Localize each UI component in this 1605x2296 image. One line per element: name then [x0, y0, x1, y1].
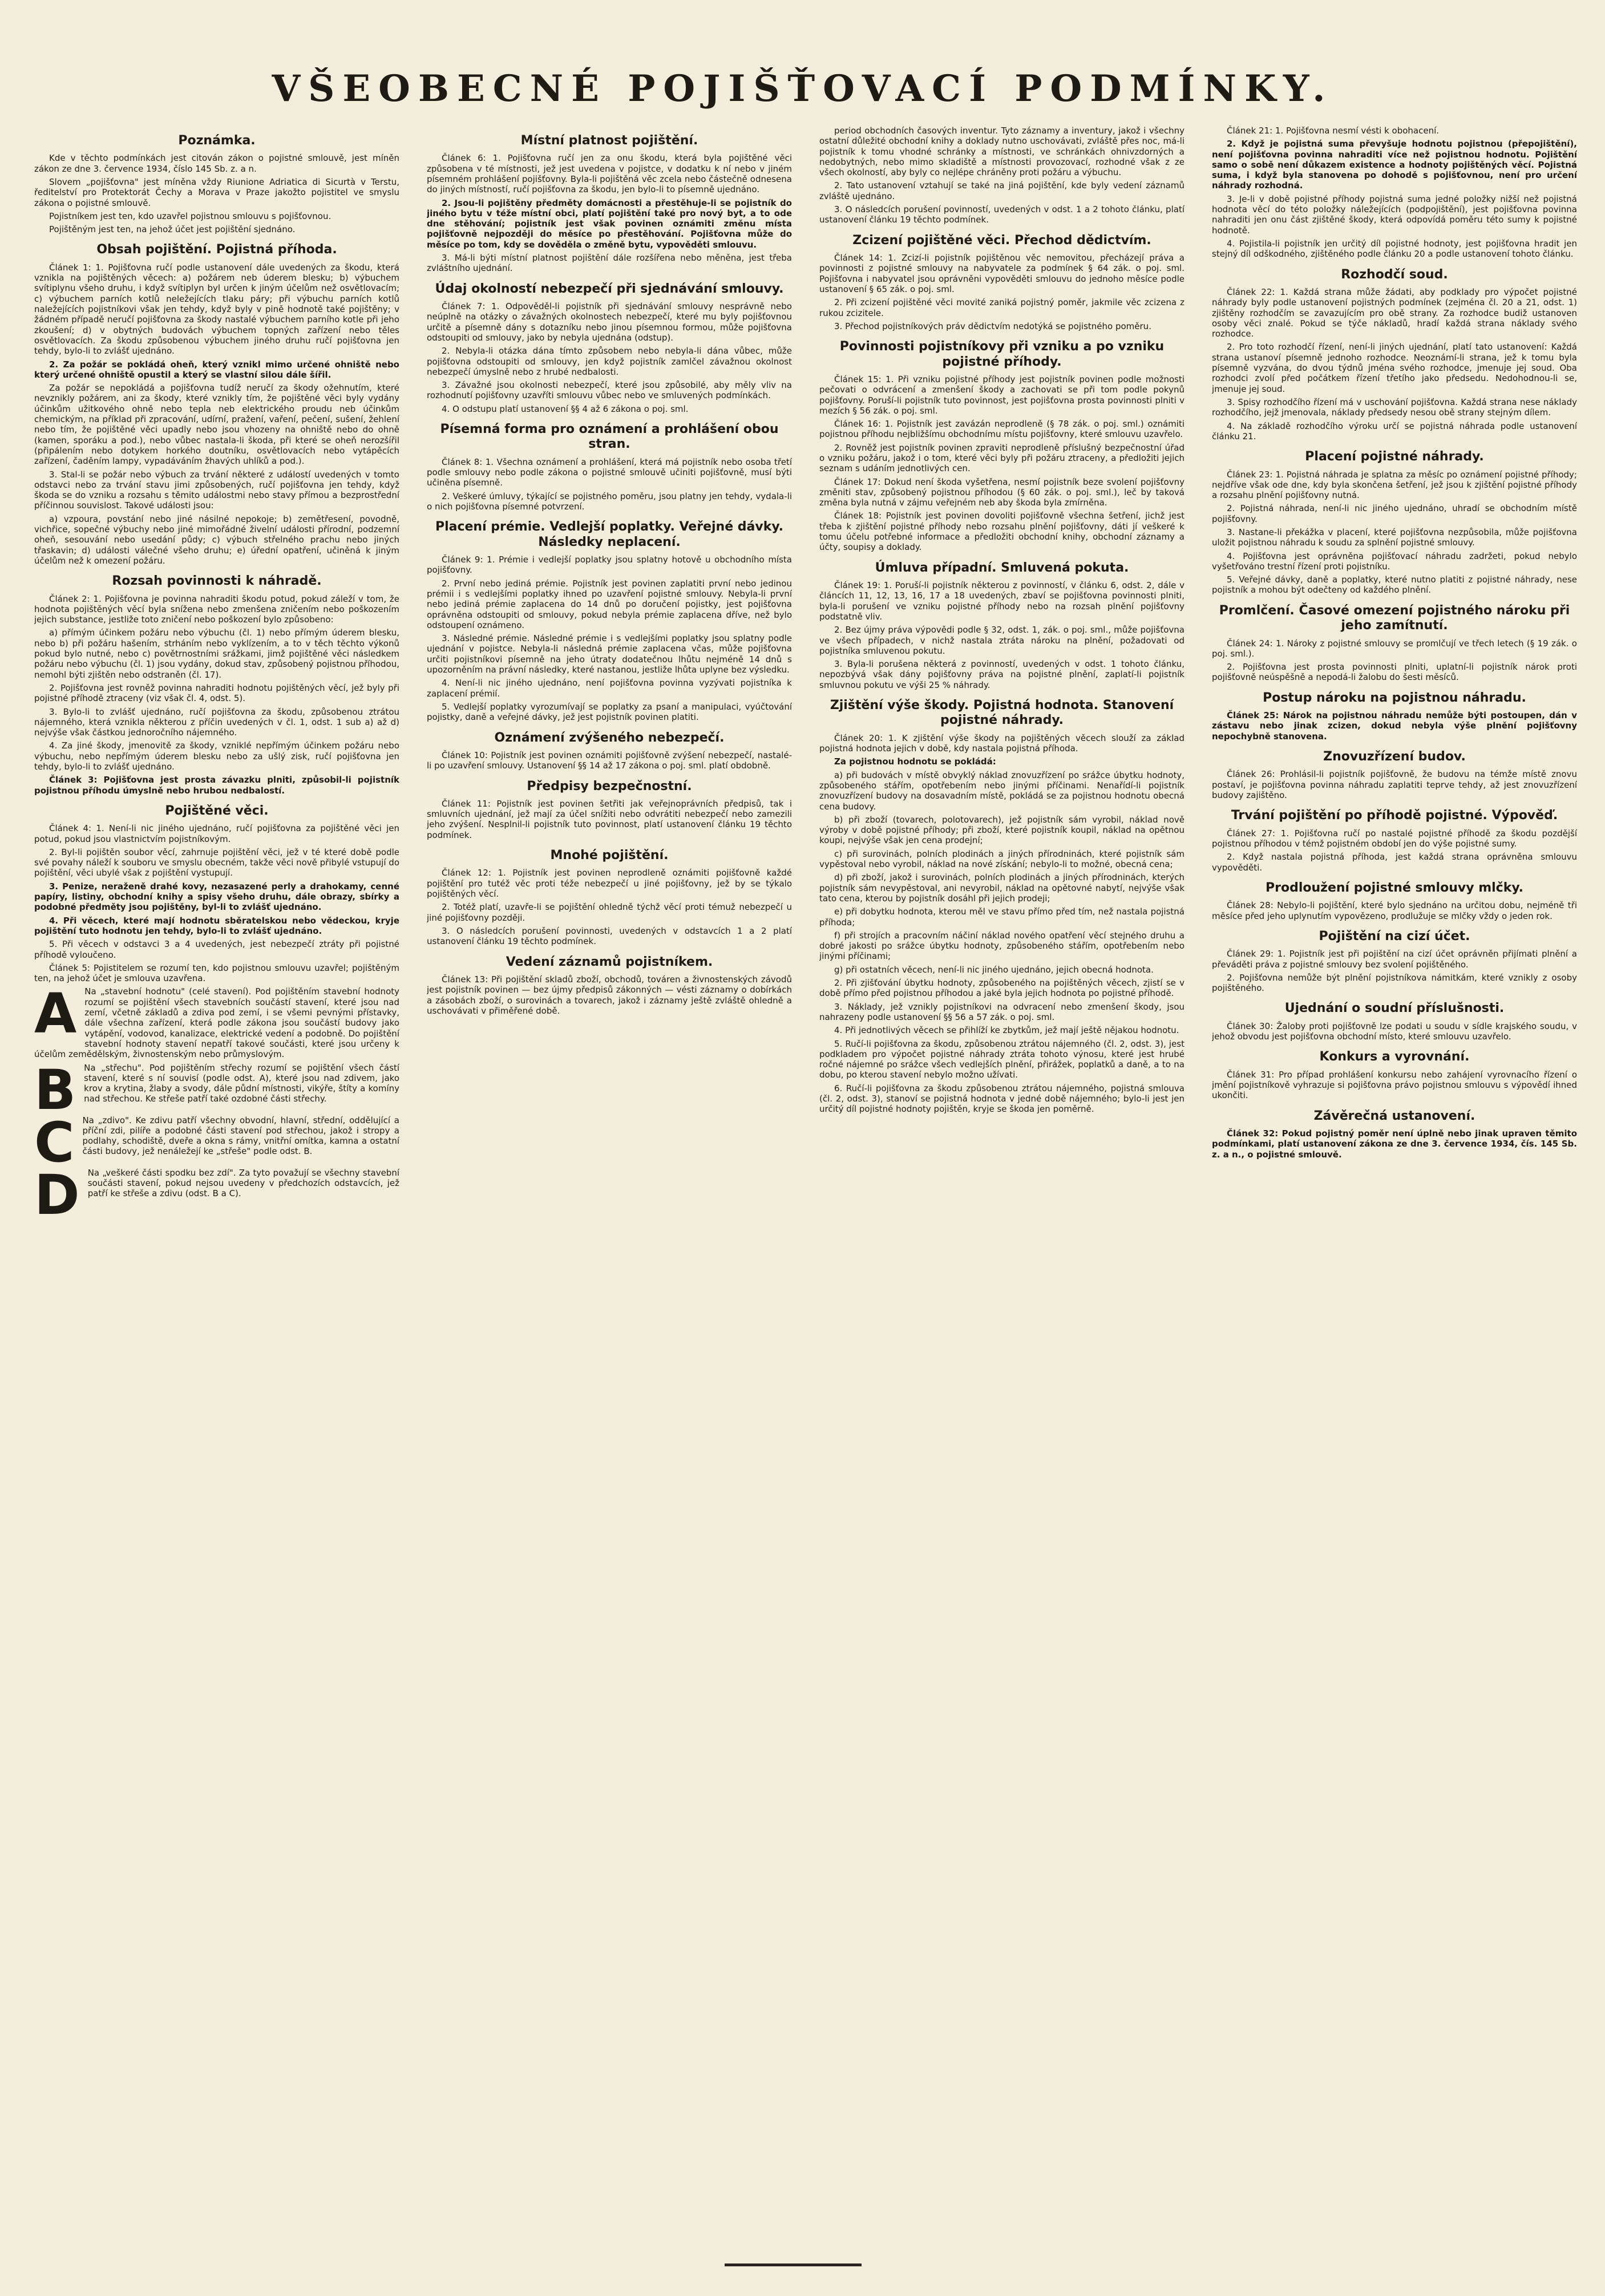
paragraph: 2. Když nastala pojistná příhoda, jest každá strana oprávněna smlouvu vypověděti. [1212, 852, 1577, 873]
paragraph: Pojistníkem jest ten, kdo uzavřel pojistnou smlouvu s pojišťovnou. [49, 210, 331, 221]
section-heading: Úmluva případní. Smluvená pokuta. [875, 560, 1129, 575]
paragraph: Článek 8: 1. Všechna oznámení a prohlášení, která má pojistník nebo osoba třetí podle smlouvy nebo podle zákona o pojistné smlouvě učiniti pojišťovně, musí býti učiněna písemně. [427, 456, 792, 488]
paragraph: 2. Při zcizení pojištěné věci movité zaniká pojistný poměr, jakmile věc zcizena z rukou zcizitele. [819, 297, 1184, 318]
section-heading: Poznámka. [178, 133, 256, 148]
paragraph: Článek 9: 1. Prémie i vedlejší poplatky jsou splatny hotově u obchodního místa pojišťovny. [427, 554, 792, 576]
paragraph: 2. Když je pojistná suma převyšuje hodnotu pojistnou (přepojištění), není pojišťovna povinna nahraditi více než pojistnou hodnotu. Pojištění samo o sobě není důkazem existence a hodnoty pojištěných věcí. Pojistná suma, i když byla stanovena po dohodě s pojišťovnou, není pro určení náhrady rozhodná. [1212, 139, 1577, 191]
section-heading: Prodloužení pojistné smlouvy mlčky. [1265, 880, 1524, 895]
paragraph: Článek 11: Pojistník jest povinen šetřiti jak veřejnoprávních předpisů, tak i smluvních ujednání, jež mají za účel snížiti nebo odvrátiti nebezpečí nebo zamezili jeho zvýšení. Nesplnil-li pojistník tuto povinnost, platí ustanovení článku 19 těchto podmínek. [427, 798, 792, 840]
paragraph: Článek 15: 1. Při vzniku pojistné příhody jest pojistník povinen podle možnosti pečovati o odvrácení a zmenšení škody a zachovati se při tom podle pokynů pojišťovny. Poruší-li pojistník tuto povinnost, jest pojišťovna prosta povinnosti plniti v mezích § 56 zák. o poj. sml. [819, 374, 1184, 416]
paragraph: 3. Přechod pojistníkových práv dědictvím nedotýká se pojistného poměru. [834, 321, 1151, 331]
paragraph: Na „veškeré části spodku bez zdí". Za tyto považují se všechny stavební součásti stavení, pokud nejsou uvedeny v předchozích odstavcích, jež patří ke střeše a zdivu (odst. B a C). [87, 1167, 399, 1199]
paragraph: Článek 28: Nebylo-li pojištění, které bylo sjednáno na určitou dobu, nejméně tři měsíce před jeho uplynutím vypovězeno, prodlužuje se mlčky vždy o jeden rok. [1212, 900, 1577, 921]
paragraph: 2. Veškeré úmluvy, týkající se pojistného poměru, jsou platny jen tehdy, vydala-li o nich pojišťovna písemné potvrzení. [427, 491, 792, 512]
paragraph: 4. Pojistila-li pojistník jen určitý díl pojistné hodnoty, jest pojišťovna hradit jen stejný díl odškodného, zjištěného podle článku 20 a podle ustanovení tohoto článku. [1212, 238, 1577, 260]
paragraph: Článek 7: 1. Odpověděl-li pojistník při sjednávání smlouvy nesprávně nebo neúplně na otázky o závažných okolnostech nebezpečí, které mu byly pojišťovnou určitě a písemně dány s dotazníku nebo jinou písemnou formou, může pojišťovna odstoupiti od smlouvy, jako by nebyla ujednána (odstup). [427, 301, 792, 343]
paragraph: Článek 14: 1. Zcizí-li pojistník pojištěnou věc nemovitou, přecházejí práva a povinnosti z pojistné smlouvy na nabyvatele za podmínek § 64 zák. o poj. sml. Pojišťovna i nabyvatel jsou oprávněni vypověděti smlouvu do jednoho měsíce podle ustanovení § 65 zák. o poj. sml. [819, 253, 1184, 294]
end-rule [725, 2263, 862, 2266]
paragraph: Článek 25: Nárok na pojistnou náhradu nemůže býti postoupen, dán v zástavu nebo jinak zcizen, dokud nebyla výše plnění pojišťovny nepochybně stanovena. [1212, 710, 1577, 742]
page-title: VŠEOBECNÉ POJIŠŤOVACÍ PODMÍNKY. [272, 67, 1333, 110]
section-heading: Vedení záznamů pojistníkem. [506, 954, 713, 969]
paragraph: 3. Spisy rozhodčího řízení má v uschování pojišťovna. Každá strana nese náklady rozhodčího, jejž jmenovala, náklady předsedy nesou obě strany stejným dílem. [1212, 396, 1577, 418]
section-b [34, 1058, 399, 1122]
paragraph: Článek 4: 1. Není-li nic jiného ujednáno, ručí pojišťovna za pojištěné věci jen potud, pokud jsou vlastnictvím pojistníkovým. [34, 823, 399, 844]
paragraph: 2. Za požár se pokládá oheň, který vznikl mimo určené ohniště nebo který určené ohniště opustil a který se vlastní silou dále šířil. [34, 359, 399, 380]
paragraph: Článek 32: Pokud pojistný poměr není úplně nebo jinak upraven těmito podmínkami, platí ustanovení zákona ze dne 3. července 1934, čís. 145 Sb. z. a n., o pojistné smlouvě. [1212, 1128, 1577, 1160]
paragraph: Článek 20: 1. K zjištění výše škody na pojištěných věcech slouží za základ pojistná hodnota jejich v době, kdy nastala pojistná příhoda. [819, 732, 1184, 754]
section-heading: Pojištěné věci. [165, 803, 269, 818]
paragraph: 3. O následcích porušení povinností, uvedených v odst. 1 a 2 tohoto článku, platí ustanovení článku 19 těchto podmínek. [819, 204, 1184, 225]
paragraph: 2. Rovněž jest pojistník povinen zpraviti neprodleně příslušný bezpečnostní úřad o vzniku požáru, jakož i o tom, které věci byly při požáru ztraceny, a předložiti jejich seznam s udáním jednotlivých cen. [819, 442, 1184, 474]
section-heading: Předpisy bezpečnostní. [527, 779, 692, 793]
paragraph: 2. Byl-li pojištěn soubor věcí, zahrnuje pojištění věci, jež v té které době podle své povahy náleží k souboru ve smyslu obecném, takže věci nově přibylé vstupují do pojištění, věci ubylé však z pojištění vystupují. [34, 847, 399, 878]
section-heading: Oznámení zvýšeného nebezpečí. [494, 730, 725, 745]
paragraph: Pojištěným jest ten, na jehož účet jest pojištění sjednáno. [49, 224, 296, 235]
paragraph: Článek 6: 1. Pojišťovna ručí jen za onu škodu, která byla pojištěné věci způsobena v té místnosti, jež jest uvedena v pojistce, v dodatku k ní nebo v jiném písemném prohlášení pojišťovny. Byla-li pojištěná věc zcela nebo částečně odnesena do jiných místností, ručí pojišťovna za škodu, jen bylo-li to písemně ujednáno. [427, 153, 792, 195]
paragraph: Na „střechu". Pod pojištěním střechy rozumí se pojištění všech částí stavení, které s ní souvisí (podle odst. A), které jsou nad zdivem, jako krov a krytina, žlaby a svody, dále půdní místnosti, vikýře, štíty a komíny nad střechou. Ke střeše patří také ozdobné části střechy. [84, 1062, 399, 1104]
section-heading: Ujednání o soudní příslušnosti. [1284, 1001, 1505, 1016]
drop-letter-b: B [34, 1058, 76, 1122]
section-heading: Placení prémie. Vedlejší poplatky. Veřejné dávky. Následky neplacení. [435, 520, 784, 549]
section-heading: Pojištění na cizí účet. [1319, 929, 1470, 943]
section-heading: Mnohé pojištění. [550, 848, 669, 863]
section-heading: Znovuzřízení budov. [1323, 750, 1466, 764]
paragraph: Článek 3: Pojišťovna jest prosta závazku plniti, způsobil-li pojistník pojistnou příhodu úmyslně nebo hrubou nedbalostí. [34, 775, 399, 796]
paragraph: period obchodních časových inventur. Tyto záznamy a inventury, jakož i všechny ostatní důležité obchodní knihy a doklady nutno uschovávati, zvláště přes noc, má-li pojistník k tomu vhodné schránky a místnosti, ve schránkách ohnivzdorných a nedobytných, nebo mimo skladiště a místnosti provozovací, rozhodné však z ze všech okolností, aby byly co nejlépe chráněny proti požáru a výbuchu. [819, 125, 1184, 178]
paragraph: 2. Jsou-li pojištěny předměty domácnosti a přestěhuje-li se pojistník do jiného bytu v téže místní obci, platí pojištění také pro nový byt, a to ode dne stěhování; pojistník jest však povinen oznámiti změnu místa pojišťovně nejpozději do měsíce po přestěhování. Pojišťovna může do měsíce po tom, kdy se dověděla o změně bytu, vypověděti smlouvu. [427, 197, 792, 250]
paragraph: Článek 13: Při pojištění skladů zboží, obchodů, továren a živnostenských závodů jest pojistník povinen — bez újmy předpisů zákonných — vésti záznamy o dobírkách a zásobách zboží, o surovinách a tovarech, jakož i záznamy ještě zvláště ohledně a uschovávati v přiměřené době. [427, 974, 792, 1016]
paragraph: 2. Bez újmy práva výpovědi podle § 32, odst. 1, zák. o poj. sml., může pojišťovna ve všech případech, v nichž nastala ztráta nároku na plnění, požadovati od pojistníka smluvenou pokutu. [819, 625, 1184, 656]
paragraph: Na „zdivo". Ke zdivu patří všechny obvodní, hlavní, střední, oddělující a příční zdi, pilíře a podobné části stavení pod střechou, jakož i stropy a podlahy, schodiště, dveře a okna s rámy, vnitřní omítka, kamna a ostatní části budovy, jež nenáležejí ke „střeše" podle odst. B. [82, 1115, 399, 1157]
paragraph: 5. Vedlejší poplatky vyrozumívají se poplatky za psaní a manipulaci, vyúčtování pojistky, daně a veřejné dávky, jež jest pojistník povinen platiti. [427, 701, 792, 723]
paragraph: 3. Má-li býti místní platnost pojištění dále rozšířena nebo měněna, jest třeba zvláštního ujednání. [427, 253, 792, 274]
paragraph: 3. Náklady, jež vznikly pojistníkovi na odvracení nebo zmenšení škody, jsou nahrazeny podle ustanovení §§ 56 a 57 zák. o poj. sml. [819, 1001, 1184, 1022]
paragraph: Článek 17: Dokud není škoda vyšetřena, nesmí pojistník beze svolení pojišťovny změniti stav, způsobený pojistnou příhodou (§ 60 zák. o poj. sml.), leč by taková změna byla nutná v zájmu veřejném neb aby škoda byla zmírněna. [819, 476, 1184, 508]
paragraph: 3. Závažné jsou okolnosti nebezpečí, které jsou způsobilé, aby měly vliv na rozhodnutí pojišťovny uzavříti smlouvu vůbec nebo ve smluvených podmínkách. [427, 380, 792, 401]
paragraph: e) při dobytku hodnota, kterou měl ve stavu přímo před tím, než nastala pojistná příhoda; [819, 906, 1184, 928]
paragraph: 3. Byla-li porušena některá z povinností, uvedených v odst. 1 tohoto článku, nepozbývá však dány pojišťovny práva na pojistné plnění, zaplatí-li pojistník smluvnou pokutu ve výši 25 % náhrady. [819, 659, 1184, 690]
paragraph: Článek 23: 1. Pojistná náhrada je splatna za měsíc po oznámení pojistné příhody; nejdříve však ode dne, kdy byla skončena šetření, jež jsou k zjištění pojistné příhody a rozsahu plnění pojišťovny nutná. [1212, 469, 1577, 501]
paragraph: Slovem „pojišťovna" jest míněna vždy Riunione Adriatica di Sicurtà v Terstu, ředitelství pro Protektorát Čechy a Morava v Praze jakožto pojistitel ve smyslu zákona o pojistné smlouvě. [34, 176, 399, 208]
paragraph: d) při zboží, jakož i surovinách, polních plodinách a jiných přírodninách, kterých pojistník sám nevypěstoval, ani nevyrobil, náklad na opětovné nabytí, nejvýše však tato cena, kterou by pojistník dosáhl při jejich prodeji; [819, 872, 1184, 904]
paragraph: 3. Stal-li se požár nebo výbuch za trvání některé z událostí uvedených v tomto odstavci nebo za trvání stavu jimi způsobených, ručí pojišťovna jen tehdy, když škoda se do vzniku a rozsahu s těmito událostmi nebo stavy přímou a bezprostřední příčinnou souvislost. Takové události jsou: [34, 469, 399, 511]
paragraph: Článek 5: Pojistitelem se rozumí ten, kdo pojistnou smlouvu uzavřel; pojištěným ten, na jehož účet je smlouva uzavřena. [34, 962, 399, 984]
paragraph: 5. Ručí-li pojišťovna za škodu, způsobenou ztrátou nájemného (čl. 2, odst. 3), jest podkladem pro výpočet pojistné náhrady ztráta tohoto výnosu, které jest hrubé ročné nájemné po srážce všech vedlejších plnění, přirážek, poplatků a daně, a to na dobu, po kterou stavení nebylo možno užívati. [819, 1038, 1184, 1080]
section-heading: Obsah pojištění. Pojistná příhoda. [96, 242, 337, 257]
paragraph: 3. Následné prémie. Následné prémie i s vedlejšími poplatky jsou splatny podle ujednání v pojistce. Nebyla-li následná prémie zaplacena včas, může pojišťovna určiti pojistníkovi písemně na jeho útraty dodatečnou lhůtu nejméně 14 dnů s upozorněním na právní následky, které nastanou, jestliže lhůta uplyne bez výsledku. [427, 633, 792, 675]
section-heading: Závěrečná ustanovení. [1313, 1108, 1475, 1123]
drop-letter-a: A [34, 982, 77, 1046]
paragraph: Článek 21: 1. Pojišťovna nesmí vésti k obohacení. [1227, 125, 1440, 136]
paragraph: Článek 22: 1. Každá strana může žádati, aby podklady pro výpočet pojistné náhrady byly podle ustanovení pojistných podmínek (zejména čl. 20 a 21, odst. 1) zjištěny rozhodčím se zavazujícím pro obě strany. Za rozhodce budiž ustanoven osoby věci znalé. Pokud se týče nákladů, hradí každá strana náklady svého rozhodce. [1212, 286, 1577, 339]
section-heading: Promlčení. Časové omezení pojistného nároku při jeho zamítnutí. [1219, 603, 1570, 633]
paragraph: 5. Při věcech v odstavci 3 a 4 uvedených, jest nebezpečí ztráty při pojistné příhodě vyloučeno. [34, 939, 399, 960]
paragraph: a) vzpoura, povstání nebo jiné násilné nepokoje; b) zemětřesení, povodně, vichřice, sopečné výbuchy nebo jiné mimořádné živelní události přírodní, podzemní oheň, sesouvání nebo usedání půdy; c) výbuch střelného prachu nebo jiných třaskavin; d) události válečné všeho druhu; e) úřední opatření, učiněná k jiným účelům než k omezení požáru. [34, 513, 399, 566]
section-heading: Zcizení pojištěné věci. Přechod dědictvím. [852, 233, 1151, 248]
section-heading: Postup nároku na pojistnou náhradu. [1263, 690, 1526, 705]
paragraph: 2. Tato ustanovení vztahují se také na jiná pojištění, kde byly vedení záznamů zvláště ujednáno. [819, 180, 1184, 201]
section-heading: Povinnosti pojistníkovy při vzniku a po vzniku pojistné příhody. [839, 339, 1165, 369]
paragraph: Za požár se nepokládá a pojišťovna tudíž neručí za škody ožehnutím, které nevznikly požárem, ani za škody, které vznikly tím, že pojištěné věci byly vydány účinkům užitkového ohně nebo tepla neb elektrického proudu neb účinkům chemickým, na příklad při zpracování, udírní, pražení, vaření, pečení, sušení, žehlení nebo tím, že pojištěné věci upadly nebo jsou vhozeny na ohniště nebo do ohně (kamen, sporáku a pod.), nebo vůbec nastala-li škoda, při které se oheň nerozšířil (připálením nebo dotykem horkého doutníku, osvětlovacích nebo vytápěcích zařízení, čaděním lampy, vypadáváním žhavých uhlíků a pod.). [34, 383, 399, 467]
paragraph: 2. Při zjišťování úbytku hodnoty, způsobeného na pojištěných věcech, zjistí se v době přímo před pojistnou příhodou a jaké byla jejich hodnota po pojistné příhodě. [819, 978, 1184, 999]
section-heading: Konkurs a vyrovnání. [1319, 1050, 1470, 1064]
paragraph: 6. Ručí-li pojišťovna za škodu způsobenou ztrátou nájemného, pojistná smlouva (čl. 2, odst. 3), stanoví se pojistná hodnota v jedné době nájemného; bylo-li jest jen určitý díl pojistné hodnoty pojištěn, kryje se škoda jen poměrně. [819, 1083, 1184, 1115]
paragraph: 2. Pro toto rozhodčí řízení, není-li jiných ujednání, platí tato ustanovení: Každá strana ustanoví písemně jednoho rozhodce. Neoznámí-li strana, jež k tomu byla písemně vyzvána, do dvou týdnů jména svého rozhodce, jmenuje jej soud. Oba rozhodci zvolí před počátkem řízení třetího jako předsedu. Nedohodnou-li se, jmenuje jej soud. [1212, 342, 1577, 394]
section-c [34, 1110, 399, 1175]
paragraph: 2. Nebyla-li otázka dána tímto způsobem nebo nebyla-li dána vůbec, může pojišťovna odstoupiti od smlouvy, jen když pojistník zamlčel závažnou okolnost nebezpečí úmyslně nebo z hrubé nedbalosti. [427, 346, 792, 377]
paragraph: 4. Není-li nic jiného ujednáno, není pojišťovna povinna vyzývati pojistníka k zaplacení prémií. [427, 678, 792, 699]
paragraph: Článek 27: 1. Pojišťovna ručí po nastalé pojistné příhodě za škodu pozdější pojistnou příhodou v témž pojistném období jen do výše pojistné sumy. [1212, 828, 1577, 849]
paragraph: 4. O odstupu platí ustanovení §§ 4 až 6 zákona o poj. sml. [442, 403, 689, 414]
paragraph: g) při ostatních věcech, není-li nic jiného ujednáno, jejich obecná hodnota. [834, 964, 1154, 975]
paragraph: Na „stavební hodnotu" (celé stavení). Pod pojištěním stavební hodnoty rozumí se pojištění všech stavebních součástí stavení, které jsou nad zemí, včetně základů a zdiva pod zemí, i se všemi pevnými přístavky, dále všechna zařízení, která podle zákona jsou součástí budovy jako vytápění, vodovod, kanalizace, elektrické vedení a podobně. Do pojištění stavební hodnoty stavení nepatří takové součásti, které jsou určeny k účelům zemědělským, živnostenským nebo průmyslovým. [34, 986, 399, 1060]
paragraph: f) při strojích a pracovním náčiní náklad nového opatření věcí stejného druhu a dobré jakosti po srážce úbytku hodnoty, způsobeného stářím, opotřebením nebo jinými příčinami; [819, 930, 1184, 962]
paragraph: 4. Za jiné škody, jmenovitě za škody, vzniklé nepřímým účinkem požáru nebo výbuchu, nebo nepřímým úderem blesku nebo za ušlý zisk, ručí pojišťovna jen tehdy, bylo-li to zvlášť ujednáno. [34, 740, 399, 772]
paragraph: 3. O následcích porušení povinnosti, uvedených v odstavcích 1 a 2 platí ustanovení článku 19 těchto podmínek. [427, 925, 792, 947]
paragraph: Článek 16: 1. Pojistník jest zavázán neprodleně (§ 78 zák. o poj. sml.) oznámiti pojistnou příhodu nejbližšímu obchodnímu místu pojišťovny, které smlouvu uzavřelo. [819, 419, 1184, 440]
paragraph: Kde v těchto podmínkách jest citován zákon o pojistné smlouvě, jest míněn zákon ze dne 3. července 1934, číslo 145 Sb. z. a n. [34, 153, 399, 174]
paragraph: 3. Penize, neraženě drahé kovy, nezasazené perly a drahokamy, cenné papíry, listiny, obchodní knihy a spisy všeho druhu, dále obrazy, sbírky a podobné předměty jsou pojištěny, byl-li to zvlášť ujednáno. [34, 881, 399, 913]
paragraph: Článek 19: 1. Poruší-li pojistník některou z povinností, v článku 6, odst. 2, dále v článcích 11, 12, 13, 16, 17 a 18 uvedených, zbaví se pojišťovna povinnosti plniti, byla-li porušení ve vzniku pojistné příhody nebo na rozsah plnění pojišťovny podstatně vliv. [819, 580, 1184, 622]
section-heading: Místní platnost pojištění. [520, 133, 698, 148]
text-column-4 [1212, 125, 1577, 2276]
paragraph: c) při surovinách, polních plodinách a jiných přírodninách, které pojistník sám vypěstoval nebo vyrobil, náklad na nové získání; nebylo-li to možné, obecná cena; [819, 848, 1184, 870]
text-column-2 [427, 125, 792, 2276]
paragraph: 3. Je-li v době pojistné příhody pojistná suma jedné položky nižší než pojistná hodnota věcí do této položky náležejících (podpojištění), jest pojišťovna povinna nahraditi jen onu část zjištěné škody, která odpovídá poměru této sumy k pojistné hodnotě. [1212, 193, 1577, 236]
section-heading: Údaj okolností nebezpečí při sjednávání smlouvy. [435, 281, 784, 296]
section-a [34, 982, 399, 1062]
paragraph: 2. Pojišťovna jest prosta povinnosti plniti, uplatní-li pojistník nárok proti pojišťovně neúspěšně a nepodá-li žalobu do šesti měsíců. [1212, 662, 1577, 683]
section-heading: Zjištění výše škody. Pojistná hodnota. Stanovení pojistné náhrady. [830, 698, 1174, 728]
paragraph: Článek 29: 1. Pojistník jest při pojištění na cizí účet oprávněn přijímati plnění a převáděti práva z pojistné smlouvy bez svolení pojištěného. [1212, 949, 1577, 970]
paragraph: Článek 12: 1. Pojistník jest povinen neprodleně oznámiti pojišťovně každé pojištění pro tutéž věc proti téže nebezpečí u jiné pojišťovny, jež by se týkalo pojištěných věcí. [427, 868, 792, 900]
paragraph: a) přímým účinkem požáru nebo výbuchu (čl. 1) nebo přímým úderem blesku, nebo b) při požáru hašením, strháním nebo vyklízením, a to v těch těchto výkonů pokud bylo nutné, nebo c) povětrnostními srážkami, jimž pojištěné věci následkem požáru nebo výbuchu (čl. 1) jsou vydány, dokud stav, způsobený pojistnou příhodou, nemohl býti zjištěn nebo odstraněn (čl. 17). [34, 627, 399, 680]
paragraph: Článek 1: 1. Pojišťovna ručí podle ustanovení dále uvedených za škodu, která vznikla na pojištěných věcech: a) požárem neb úderem blesku; b) výbuchem svítiplynu všeho druhu, i když svítiplyn byl určen k jiným účelům než osvětlovacím; c) výbuchem parních kotlů neležejících tlaku páry; při výbuchu parních kotlů naležejících pojistníkovi však jen tehdy, když byly v pině hodnotě také pojištěny; v žádném případě neručí pojišťovna za škody nastalé výbuchem parního kotle při jeho zkoušení; d) v obytných budovách výbuchem topných zařízení nebo těles osvětlovacích. Za škodu způsobenou výbuchem jiného druhu ručí pojišťovna jen tehdy, bylo-li to zvlášť ujednáno. [34, 262, 399, 357]
paragraph: 4. Pojišťovna jest oprávněna pojišťovací náhradu zadržeti, pokud nebylo vyšetřováno trestní řízení proti pojistníku. [1212, 550, 1577, 572]
paragraph: 4. Při jednotlivých věcech se přihlíží ke zbytkům, jež mají ještě nějakou hodnotu. [834, 1025, 1179, 1036]
paragraph: 2. Pojišťovna jest rovněž povinna nahraditi hodnotu pojištěných věcí, jež byly při pojistné příhodě ztraceny (viz však čl. 4, odst. 5). [34, 682, 399, 704]
section-heading: Rozsah povinnosti k náhradě. [112, 574, 322, 589]
paragraph: 2. První nebo jediná prémie. Pojistník jest povinen zaplatiti první nebo jedinou prémii i s vedlejšími poplatky ihned po uzavření pojistné smlouvy. Nebyla-li první nebo jediná prémie zaplacena do 14 dnů po doručení pojistky, jest pojišťovna oprávněna odstoupiti od smlouvy, pokud nebyla prémie zaplacena dříve, než bylo odstoupení oznámeno. [427, 578, 792, 630]
paragraph: 2. Pojistná náhrada, není-li nic jiného ujednáno, uhradí se obchodním místě pojišťovny. [1212, 503, 1577, 524]
drop-letter-c: C [34, 1110, 75, 1175]
paragraph: 4. Při věcech, které mají hodnotu sběratelskou nebo vědeckou, kryje pojištění tuto hodnotu jen tehdy, bylo-li to zvlášť ujednáno. [34, 915, 399, 936]
section-d [34, 1163, 399, 1227]
paragraph: 2. Totéž platí, uzavře-li se pojištění ohledně týchž věcí proti témuž nebezpečí u jiné pojišťovny později. [427, 902, 792, 923]
paragraph: 5. Veřejné dávky, daně a poplatky, které nutno platiti z pojistné náhrady, nese pojistník a mohou být odečteny od každého plnění. [1212, 574, 1577, 596]
text-column-1 [34, 125, 399, 2276]
paragraph: Článek 2: 1. Pojišťovna je povinna nahraditi škodu potud, pokud záleží v tom, že hodnota pojištěných věcí byla snížena nebo zmenšena zničením nebo poškozením jejich substance, jestliže toto zničení nebo poškození bylo způsobeno: [34, 593, 399, 625]
paragraph: 3. Bylo-li to zvlášť ujednáno, ručí pojišťovna za škodu, způsobenou ztrátou nájemného, která vznikla některou z příčin uvedených v čl. 1, odst. 1 sub a) až d) nejvýše však částkou jednoročního nájemného. [34, 706, 399, 738]
paragraph: 4. Na základě rozhodčího výroku určí se pojistná náhrada podle ustanovení článku 21. [1212, 420, 1577, 442]
paragraph: a) při budovách v místě obvyklý náklad znovuzřízení po srážce úbytku hodnoty, způsobeného stářím, opotřebením nebo jinými příčinami. Nenařídí-li pojistník znovuzřízení budovy na dosavadním místě, pokládá se za pojistnou hodnotu obecná cena budovy. [819, 770, 1184, 812]
drop-letter-d: D [34, 1163, 80, 1227]
section-heading: Rozhodčí soud. [1341, 267, 1448, 282]
paragraph: Článek 30: Žaloby proti pojišťovně lze podati u soudu v sídle krajského soudu, v jehož obvodu jest pojišťovna obchodní místo, které smlouvu uzavřelo. [1212, 1021, 1577, 1042]
text-column-3 [819, 125, 1184, 2276]
paragraph: Za pojistnou hodnotu se pokládá: [834, 756, 996, 767]
paragraph: Článek 10: Pojistník jest povinen oznámiti pojišťovně zvýšení nebezpečí, nastalé-li po uzavření smlouvy. Ustanovení §§ 14 až 17 zákona o poj. sml. platí obdobně. [427, 750, 792, 771]
paragraph: Článek 18: Pojistník jest povinen dovoliti pojišťovně všechna šetření, jichž jest třeba k zjištění pojistné příhody nebo rozsahu plnění pojišťovny, dáti jí veškeré k tomu účelu potřebné informace a předložiti obchodní knihy, obchodní záznamy a účty, soupisy a doklady. [819, 511, 1184, 553]
paragraph: b) při zboží (tovarech, polotovarech), jež pojistník sám vyrobil, náklad nově výroby v době pojistné příhody; při zboží, které pojistník koupil, náklad na opětnou koupi, nejvýše však jen cena prodejní; [819, 814, 1184, 846]
section-heading: Trvání pojištění po příhodě pojistné. Výpověď. [1231, 808, 1558, 823]
section-heading: Písemná forma pro oznámení a prohlášení obou stran. [440, 422, 779, 452]
paragraph: 3. Nastane-li překážka v placení, které pojišťovna nezpůsobila, může pojišťovna uložit pojistnou náhradu k soudu za splnění pojistné smlouvy. [1212, 527, 1577, 548]
paragraph: 2. Pojišťovna nemůže být plnění pojistníkova námitkám, které vznikly z osoby pojištěného. [1212, 972, 1577, 994]
paragraph: Článek 31: Pro případ prohlášení konkursu nebo zahájení vyrovnacího řízení o jmění pojistníkově vyhrazuje si pojišťovna právo pojistnou smlouvu s výpovědí ihned ukončiti. [1212, 1069, 1577, 1101]
paragraph: Článek 26: Prohlásil-li pojistník pojišťovně, že budovu na témže místě znovu postaví, je pojišťovna povinna náhradu zaplatiti teprve tehdy, až jest znovuzřízení budovy zajištěno. [1212, 769, 1577, 800]
section-heading: Placení pojistné náhrady. [1305, 450, 1484, 464]
paragraph: Článek 24: 1. Nároky z pojistné smlouvy se promlčují ve třech letech (§ 19 zák. o poj. sml.). [1212, 638, 1577, 659]
